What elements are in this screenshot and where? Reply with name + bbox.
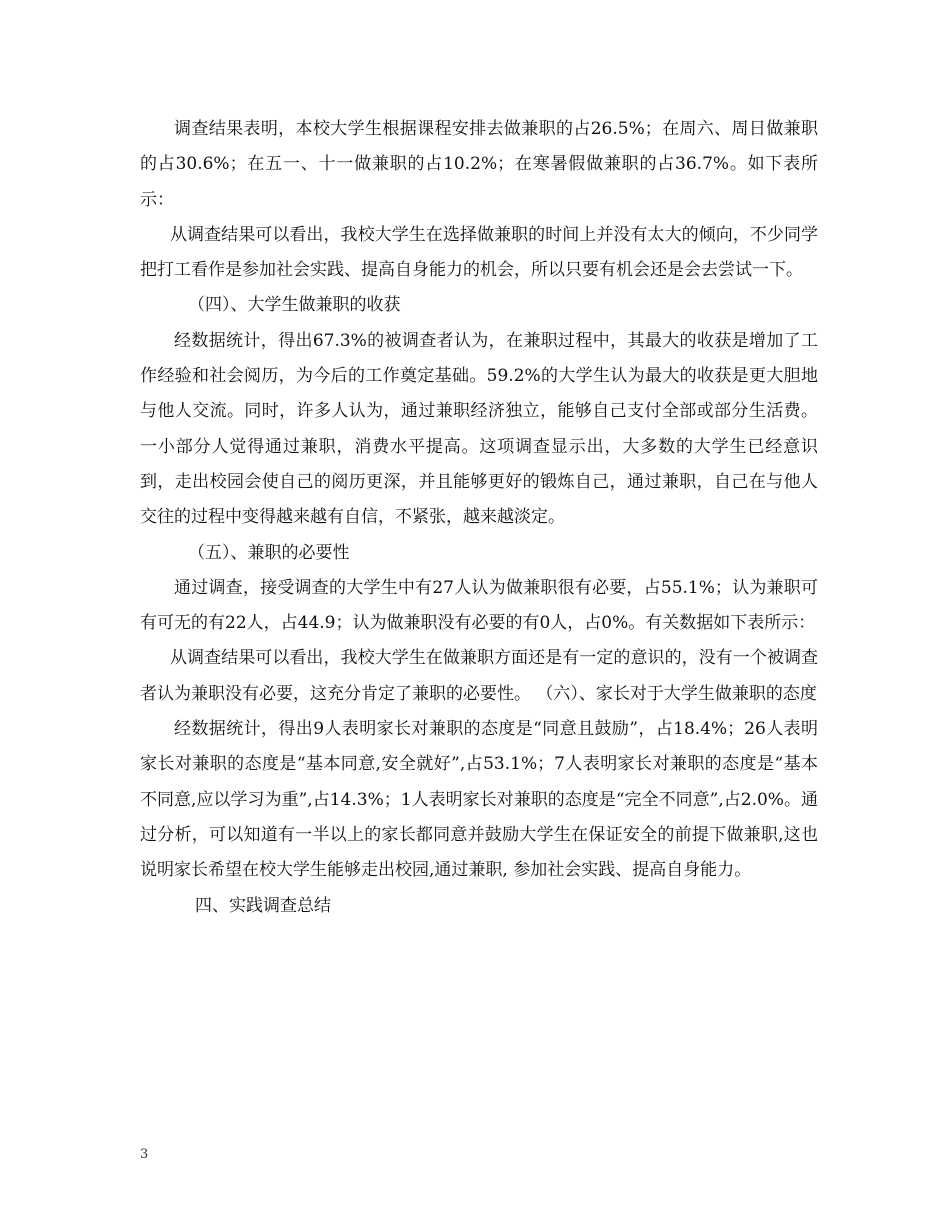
section-heading-summary: 四、实践调查总结 bbox=[195, 895, 331, 916]
paragraph-survey-results: 调查结果表明，本校大学生根据课程安排去做兼职的占26.5%；在周六、周日做兼职的占30.6%；在五一、十一做兼职的占10.2%；在寒暑假做兼职的占36.7%。如下表所示： bbox=[140, 119, 818, 210]
section-heading-gains: （四）、大学生做兼职的收获 bbox=[188, 295, 401, 316]
paragraph-parents-attitude: 经数据统计，得出9人表明家长对兼职的态度是“同意且鼓励”，占18.4%；26人表明家长对兼职的态度是“基本同意,安全就好”,占53.1%；7人表明家长对兼职的态度是“基本不同意,应以学习为重”,占14.3%；1人表明家长对兼职的态度是“完全不同意”,占2.0%。通过分析，可以知道有一半以上的家长都同意并鼓励大学生在保证安全的前提下做兼职,这也说明家长希望在校大学生能够走出校园,通过兼职, 参加社会实践、提高自身能力。 bbox=[140, 719, 818, 881]
paragraph-necessity-conclusion: 从调查结果可以看出，我校大学生在做兼职方面还是有一定的意识的，没有一个被调查者认为兼职没有必要，这充分肯定了兼职的必要性。 （六）、家长对于大学生做兼职的态度 bbox=[140, 648, 818, 704]
page-number: 3 bbox=[140, 1147, 149, 1162]
section-heading-necessity: （五）、兼职的必要性 bbox=[188, 542, 350, 563]
paragraph-time-conclusion: 从调查结果可以看出，我校大学生在选择做兼职的时间上并没有太大的倾向，不少同学把打工看作是参加社会实践、提高自身能力的机会，所以只要有机会还是会去尝试一下。 bbox=[140, 224, 818, 281]
body-text bbox=[140, 112, 818, 924]
paragraph-gains-statistics: 经数据统计，得出67.3%的被调查者认为，在兼职过程中，其最大的收获是增加了工作经验和社会阅历，为今后的工作奠定基础。59.2%的大学生认为最大的收获是更大胆地与他人交流。同时，许多人认为，通过兼职经济独立，能够自己支付全部或部分生活费。一小部分人觉得通过兼职，消费水平提高。这项调查显示出，大多数的大学生已经意识到，走出校园会使自己的阅历更深，并且能够更好的锻炼自己，通过兼职，自己在与他人交往的过程中变得越来越有自信，不紧张，越来越淡定。 bbox=[140, 330, 818, 528]
paragraph-necessity-statistics: 通过调查，接受调查的大学生中有27人认为做兼职很有必要，占55.1%；认为兼职可有可无的有22人，占44.9；认为做兼职没有必要的有0人，占0%。有关数据如下表所示： bbox=[140, 577, 818, 634]
